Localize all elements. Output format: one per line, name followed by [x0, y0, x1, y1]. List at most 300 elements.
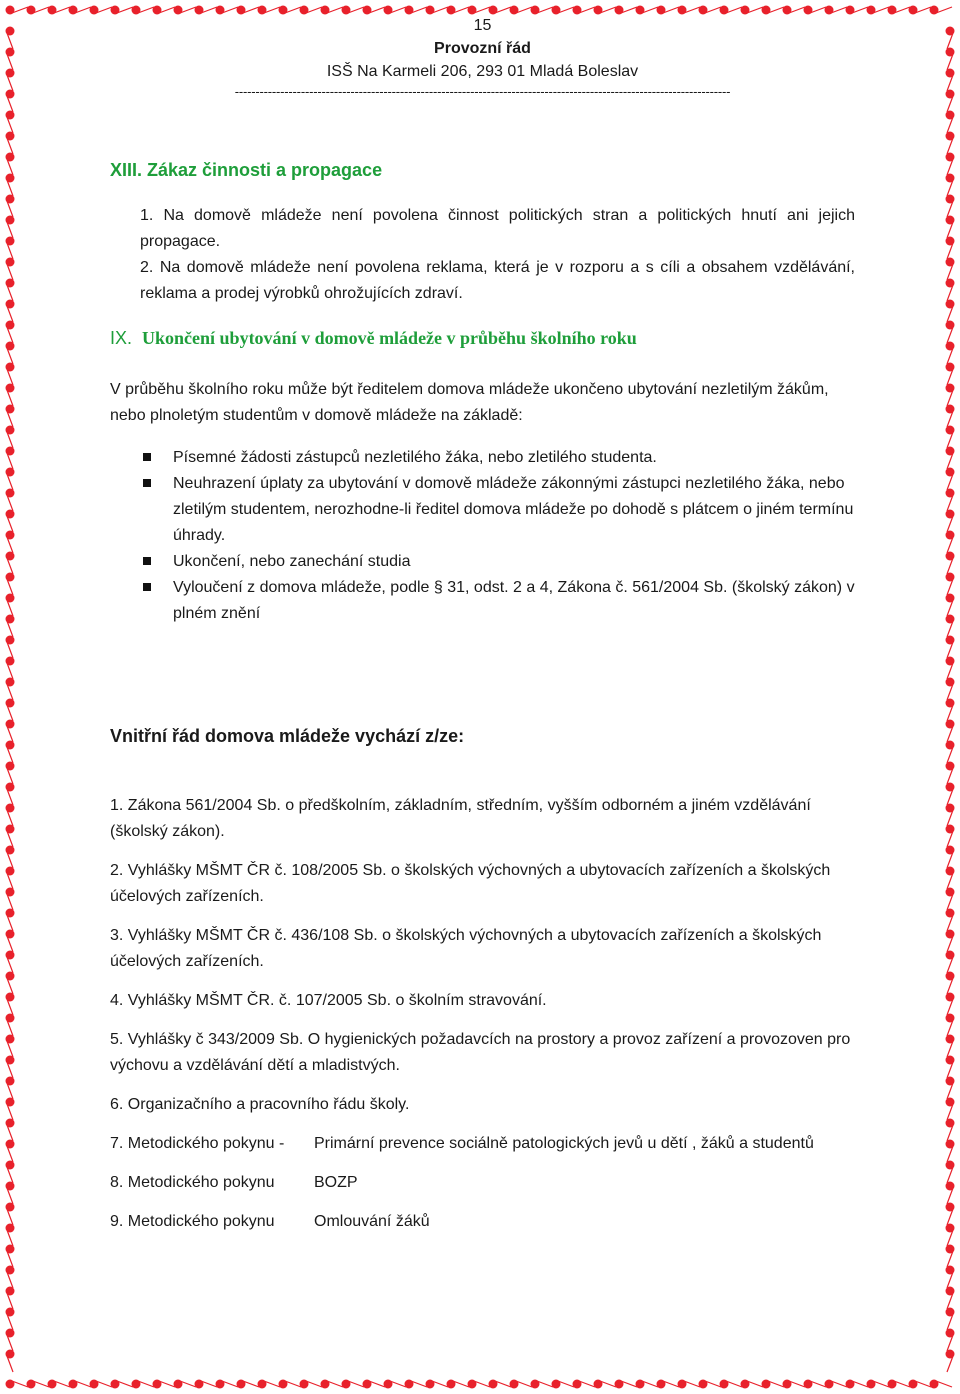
border-link [75, 1381, 91, 1387]
border-dot [363, 1380, 372, 1389]
border-dot [678, 1380, 687, 1389]
sources-heading: Vnitřní řád domova mládeže vychází z/ze: [110, 726, 465, 746]
border-link [7, 1041, 13, 1057]
border-dot [946, 27, 955, 36]
border-dot [6, 1161, 15, 1170]
border-link [947, 327, 953, 343]
border-link [33, 1381, 49, 1387]
method-value: Primární prevence sociálně patologických jevů u dětí , žáků a studentů [314, 1135, 814, 1152]
border-link [180, 1381, 196, 1387]
border-link [7, 957, 13, 973]
border-dot [6, 1014, 15, 1023]
border-link [222, 1381, 238, 1387]
method-item [110, 1131, 855, 1157]
border-dot [6, 888, 15, 897]
border-dot [946, 783, 955, 792]
border-link [915, 7, 931, 13]
border-dot [946, 48, 955, 57]
border-link [117, 7, 133, 13]
border-link [285, 1381, 301, 1387]
border-dot [946, 594, 955, 603]
border-dot [6, 1098, 15, 1107]
border-dot [6, 615, 15, 624]
border-link [7, 96, 13, 112]
border-dot [6, 1266, 15, 1275]
border-dot [867, 1380, 876, 1389]
border-link [947, 558, 953, 574]
border-dot [946, 342, 955, 351]
border-dot [946, 384, 955, 393]
border-dot [426, 1380, 435, 1389]
border-dot [846, 1380, 855, 1389]
border-link [947, 600, 953, 616]
border-link [947, 1146, 953, 1162]
border-link [947, 474, 953, 490]
border-dot [946, 426, 955, 435]
border-dot [6, 1056, 15, 1065]
border-link [306, 7, 322, 13]
border-link [947, 138, 953, 154]
border-link [264, 1381, 280, 1387]
border-dot [657, 1380, 666, 1389]
border-link [7, 579, 13, 595]
border-dot [946, 972, 955, 981]
border-link [831, 7, 847, 13]
border-dot [946, 1077, 955, 1086]
border-link [947, 54, 953, 70]
border-link [747, 1381, 763, 1387]
border-dot [6, 405, 15, 414]
border-link [947, 453, 953, 469]
border-link [831, 1381, 847, 1387]
border-dot [195, 1380, 204, 1389]
border-link [915, 1381, 931, 1387]
border-dot [946, 1035, 955, 1044]
border-dot [6, 846, 15, 855]
border-dot [946, 237, 955, 246]
border-link [7, 348, 13, 364]
border-link [947, 1125, 953, 1141]
border-dot [48, 1380, 57, 1389]
border-dot [6, 90, 15, 99]
border-link [7, 222, 13, 238]
border-link [7, 663, 13, 679]
border-dot [946, 90, 955, 99]
border-dot [405, 1380, 414, 1389]
border-dot [6, 762, 15, 771]
border-link [432, 1381, 448, 1387]
border-link [947, 1230, 953, 1246]
border-link [947, 348, 953, 364]
border-link [947, 852, 953, 868]
border-link [947, 831, 953, 847]
border-link [947, 222, 953, 238]
border-dot [6, 1077, 15, 1086]
method-value: BOZP [314, 1174, 358, 1191]
border-dot [946, 741, 955, 750]
border-dot [6, 972, 15, 981]
border-dot [216, 1380, 225, 1389]
border-link [789, 7, 805, 13]
source-item: 5. Vyhlášky č 343/2009 Sb. O hygienických požadavcích na prostory a provoz zařízení a provozoven pro výchovu a vzdělávání dětí a mladistvých. [110, 1031, 851, 1074]
border-link [947, 936, 953, 952]
border-link [947, 75, 953, 91]
page-header [110, 14, 855, 101]
border-link [579, 7, 595, 13]
border-link [243, 1381, 259, 1387]
border-dot [6, 1380, 15, 1389]
border-link [947, 999, 953, 1015]
border-dot [946, 657, 955, 666]
border-link [947, 789, 953, 805]
border-dot [946, 174, 955, 183]
border-link [947, 96, 953, 112]
document-title: Provozní řád [434, 40, 531, 57]
border-link [96, 1381, 112, 1387]
border-link [705, 1381, 721, 1387]
border-dot [573, 1380, 582, 1389]
border-dot [552, 1380, 561, 1389]
border-link [7, 621, 13, 637]
border-link [947, 432, 953, 448]
border-dot [468, 1380, 477, 1389]
border-link [747, 7, 763, 13]
border-dot [6, 930, 15, 939]
border-link [936, 7, 952, 13]
square-bullet-icon [143, 583, 151, 591]
border-dot [6, 489, 15, 498]
border-dot [6, 111, 15, 120]
bullet-text: Vyloučení z domova mládeže, podle § 31, odst. 2 a 4, Zákona č. 561/2004 Sb. (školský zákon) v plném znění [173, 579, 855, 622]
border-link [947, 306, 953, 322]
border-dot [6, 426, 15, 435]
border-link [516, 1381, 532, 1387]
border-link [327, 7, 343, 13]
border-dot [946, 1098, 955, 1107]
border-dot [6, 678, 15, 687]
border-dot [946, 111, 955, 120]
section-13-heading: XIII. Zákaz činnosti a propagace [110, 160, 383, 180]
border-dot [6, 132, 15, 141]
border-dot [946, 1119, 955, 1128]
page-number: 15 [473, 17, 492, 34]
section-13-list [110, 203, 855, 307]
border-link [7, 411, 13, 427]
list-item [143, 575, 855, 627]
border-link [705, 7, 721, 13]
border-link [947, 915, 953, 931]
border-dot [6, 573, 15, 582]
border-dot [946, 468, 955, 477]
border-link [516, 7, 532, 13]
border-link [768, 1381, 784, 1387]
border-link [537, 1381, 553, 1387]
border-link [947, 1251, 953, 1267]
border-dot [946, 153, 955, 162]
border-dot [636, 1380, 645, 1389]
border-dot [174, 1380, 183, 1389]
source-item: 4. Vyhlášky MŠMT ČR. č. 107/2005 Sb. o školním stravování. [110, 992, 547, 1009]
section-13-item: 1. Na domově mládeže není povolena činnost politických stran a politických hnutí ani jejich propagace. [140, 207, 855, 250]
border-link [7, 264, 13, 280]
border-dot [6, 174, 15, 183]
border-link [947, 579, 953, 595]
border-link [810, 1381, 826, 1387]
border-link [558, 7, 574, 13]
method-label: 9. Metodického pokynu [110, 1213, 275, 1230]
border-dot [6, 1140, 15, 1149]
border-link [348, 7, 364, 13]
border-dot [6, 1287, 15, 1296]
border-dot [111, 1380, 120, 1389]
border-link [7, 1230, 13, 1246]
border-dot [930, 6, 939, 15]
border-link [579, 1381, 595, 1387]
border-link [7, 75, 13, 91]
border-link [7, 747, 13, 763]
bullet-text: Ukončení, nebo zanechání studia [173, 553, 411, 570]
border-dot [258, 1380, 267, 1389]
border-dot [6, 1224, 15, 1233]
sources-list [110, 793, 855, 1235]
border-dot [6, 1182, 15, 1191]
border-link [7, 54, 13, 70]
border-dot [946, 447, 955, 456]
border-link [947, 1083, 953, 1099]
border-dot [6, 1350, 15, 1359]
border-link [201, 1381, 217, 1387]
source-item: 1. Zákona 561/2004 Sb. o předškolním, základním, středním, vyšším odborném a jiném vzdělávání (školský zákon). [110, 797, 811, 840]
border-link [306, 1381, 322, 1387]
border-dot [867, 6, 876, 15]
section-13-item: 2. Na domově mládeže není povolena reklama, která je v rozporu a s cíli a obsahem vzdělávání, reklama a prodej výrobků ohrožujících zdraví. [140, 259, 855, 302]
border-dot [6, 321, 15, 330]
border-link [495, 1381, 511, 1387]
border-link [621, 7, 637, 13]
border-dot [342, 1380, 351, 1389]
method-item [110, 1170, 855, 1196]
border-dot [6, 258, 15, 267]
border-dot [946, 867, 955, 876]
border-dot [909, 6, 918, 15]
border-link [7, 1356, 13, 1372]
border-link [7, 516, 13, 532]
border-dot [6, 1245, 15, 1254]
border-link [947, 264, 953, 280]
border-link [7, 1083, 13, 1099]
border-link [810, 7, 826, 13]
border-dot [946, 573, 955, 582]
border-link [947, 285, 953, 301]
border-dot [946, 1245, 955, 1254]
border-dot [6, 342, 15, 351]
border-link [7, 306, 13, 322]
border-dot [946, 699, 955, 708]
border-link [7, 999, 13, 1015]
border-dot [615, 1380, 624, 1389]
method-label: 7. Metodického pokynu - [110, 1135, 285, 1152]
border-dot [6, 468, 15, 477]
border-link [7, 558, 13, 574]
border-link [947, 684, 953, 700]
border-link [327, 1381, 343, 1387]
border-link [852, 1381, 868, 1387]
border-link [7, 1062, 13, 1078]
border-dot [6, 720, 15, 729]
border-dot [946, 678, 955, 687]
border-link [947, 1062, 953, 1078]
border-link [947, 621, 953, 637]
border-dot [6, 6, 15, 15]
border-dot [888, 6, 897, 15]
border-dot [132, 1380, 141, 1389]
border-dot [594, 1380, 603, 1389]
border-link [873, 7, 889, 13]
border-dot [946, 846, 955, 855]
border-dot [6, 699, 15, 708]
border-link [411, 1381, 427, 1387]
border-link [642, 1381, 658, 1387]
bullet-text: Písemné žádosti zástupců nezletilého žáka, nebo zletilého studenta. [173, 449, 657, 466]
border-dot [6, 552, 15, 561]
border-link [7, 369, 13, 385]
border-dot [825, 1380, 834, 1389]
list-item [143, 549, 855, 575]
page-content [110, 14, 855, 1248]
border-link [947, 873, 953, 889]
border-dot [6, 594, 15, 603]
border-link [663, 7, 679, 13]
border-dot [6, 825, 15, 834]
header-rule: ------------------------------------------------------------------------------------------------------------------------ [234, 84, 731, 99]
border-dot [6, 657, 15, 666]
border-link [7, 831, 13, 847]
border-link [947, 1209, 953, 1225]
border-dot [90, 1380, 99, 1389]
border-link [947, 369, 953, 385]
border-link [7, 1125, 13, 1141]
border-dot [447, 1380, 456, 1389]
square-bullet-icon [143, 453, 151, 461]
border-dot [6, 279, 15, 288]
border-dot [6, 804, 15, 813]
border-link [7, 978, 13, 994]
border-link [558, 1381, 574, 1387]
border-dot [6, 363, 15, 372]
border-link [7, 810, 13, 826]
border-dot [946, 1329, 955, 1338]
border-link [264, 7, 280, 13]
border-link [7, 33, 13, 49]
border-link [947, 159, 953, 175]
border-dot [720, 1380, 729, 1389]
border-link [947, 978, 953, 994]
border-link [7, 1167, 13, 1183]
border-link [7, 285, 13, 301]
border-link [894, 1381, 910, 1387]
border-link [7, 1272, 13, 1288]
border-dot [946, 993, 955, 1002]
border-dot [510, 1380, 519, 1389]
border-link [947, 390, 953, 406]
border-dot [804, 1380, 813, 1389]
school-address: ISŠ Na Karmeli 206, 293 01 Mladá Boleslav [326, 63, 639, 80]
border-dot [6, 510, 15, 519]
border-link [201, 7, 217, 13]
border-dot [946, 720, 955, 729]
border-dot [946, 300, 955, 309]
border-dot [6, 195, 15, 204]
border-dot [6, 1308, 15, 1317]
border-link [642, 7, 658, 13]
border-link [54, 1381, 70, 1387]
border-link [7, 537, 13, 553]
border-dot [783, 1380, 792, 1389]
border-link [7, 852, 13, 868]
border-link [138, 1381, 154, 1387]
border-link [33, 7, 49, 13]
border-link [947, 747, 953, 763]
border-dot [6, 1203, 15, 1212]
border-link [947, 957, 953, 973]
border-link [138, 7, 154, 13]
border-link [947, 894, 953, 910]
border-link [894, 7, 910, 13]
border-dot [946, 636, 955, 645]
border-link [947, 705, 953, 721]
border-dot [153, 1380, 162, 1389]
border-dot [6, 153, 15, 162]
border-link [96, 7, 112, 13]
border-link [7, 873, 13, 889]
border-link [7, 495, 13, 511]
border-link [789, 1381, 805, 1387]
border-link [453, 1381, 469, 1387]
border-link [947, 663, 953, 679]
border-link [7, 642, 13, 658]
square-bullet-icon [143, 557, 151, 565]
border-link [7, 726, 13, 742]
border-link [7, 1020, 13, 1036]
border-dot [762, 1380, 771, 1389]
border-dot [888, 1380, 897, 1389]
border-link [947, 768, 953, 784]
border-dot [946, 1203, 955, 1212]
border-link [947, 1314, 953, 1330]
border-link [7, 117, 13, 133]
border-link [54, 7, 70, 13]
border-link [947, 1188, 953, 1204]
section-9-title: Ukončení ubytování v domově mládeže v průběhu školního roku [142, 328, 637, 348]
border-link [947, 726, 953, 742]
border-dot [6, 741, 15, 750]
border-link [726, 1381, 742, 1387]
border-link [663, 1381, 679, 1387]
border-dot [6, 1119, 15, 1128]
border-link [621, 1381, 637, 1387]
border-link [7, 936, 13, 952]
border-link [7, 1146, 13, 1162]
method-value: Omlouvání žáků [314, 1213, 430, 1230]
border-link [7, 1209, 13, 1225]
border-link [7, 243, 13, 259]
section-9-number: IX. [110, 328, 133, 348]
border-link [947, 180, 953, 196]
border-link [947, 495, 953, 511]
border-link [7, 1251, 13, 1267]
border-dot [946, 909, 955, 918]
source-item: 6. Organizačního a pracovního řádu školy. [110, 1096, 410, 1113]
